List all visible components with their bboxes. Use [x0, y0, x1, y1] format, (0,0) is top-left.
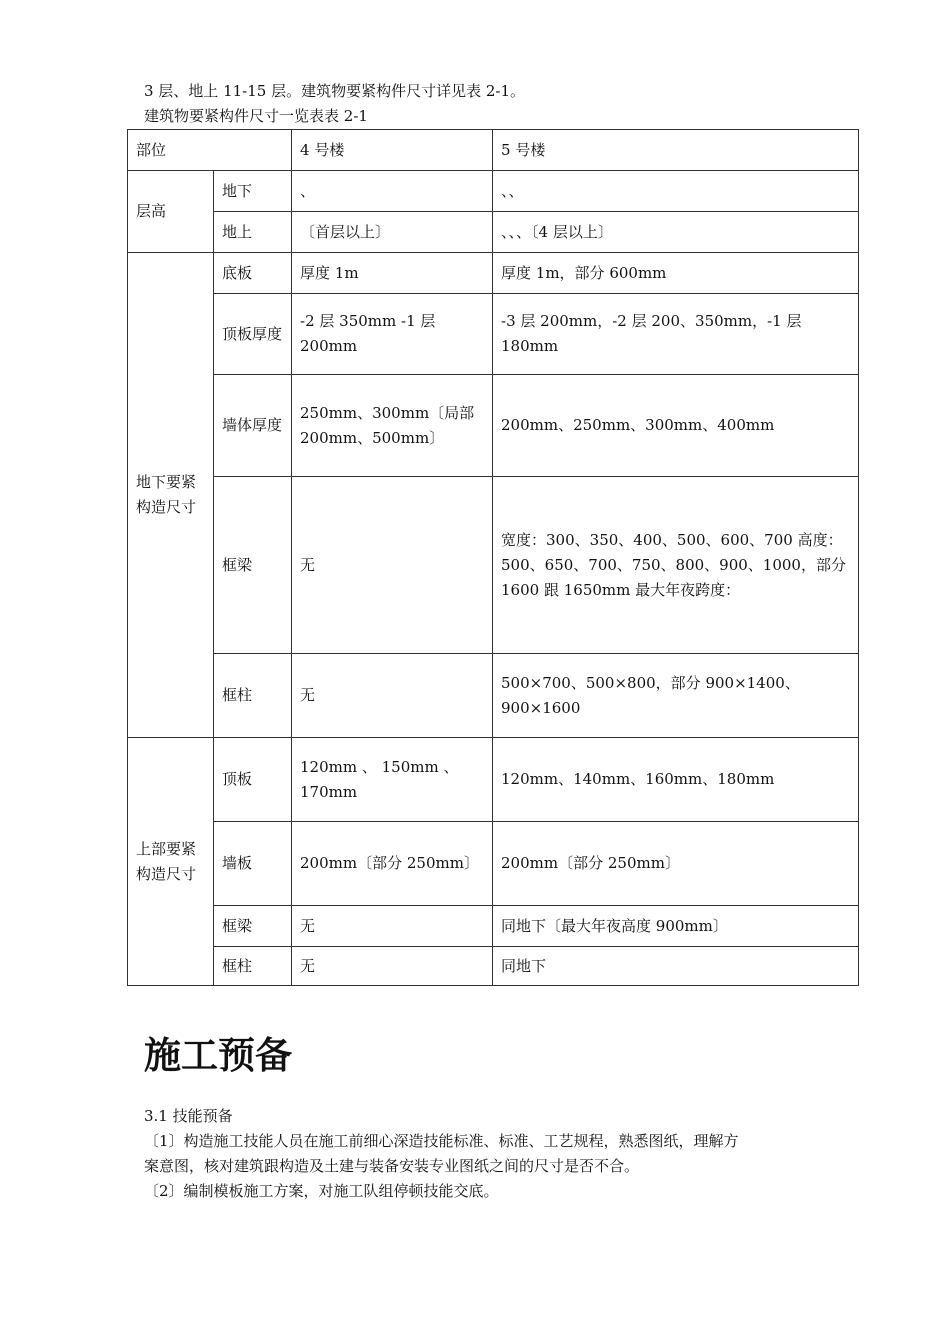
intro-text: 3 层、地上 11-15 层。建筑物要紧构件尺寸详见表 2-1。 [144, 82, 526, 100]
cell-b4: 无 [292, 906, 493, 947]
section-heading: 施工预备 [144, 1034, 292, 1077]
table-row [128, 822, 859, 906]
sub-label: 地上 [214, 212, 292, 253]
group-label: 地下要紧构造尺寸 [128, 253, 214, 738]
header-building-4: 4 号楼 [292, 130, 493, 171]
cell-b5: 同地下〔最大年夜高度 900mm〕 [493, 906, 859, 947]
header-building-5: 5 号楼 [493, 130, 859, 171]
table-header-row [128, 130, 859, 171]
sub-label: 地下 [214, 171, 292, 212]
cell-b5: -3 层 200mm，-2 层 200、350mm，-1 层 180mm [493, 294, 859, 375]
sub-label: 框柱 [214, 947, 292, 986]
sub-label: 墙板 [214, 822, 292, 906]
table-row [128, 253, 859, 294]
table-row [128, 906, 859, 947]
cell-b4: 厚度 1m [292, 253, 493, 294]
cell-b4: 、 [292, 171, 493, 212]
paragraph-line: 〔2〕编制模板施工方案，对施工队组停顿技能交底。 [144, 1182, 499, 1200]
cell-b5: 厚度 1m，部分 600mm [493, 253, 859, 294]
cell-b4: 〔首层以上〕 [292, 212, 493, 253]
table-row [128, 375, 859, 477]
table-row [128, 212, 859, 253]
paragraph-line: 案意图，核对建筑跟构造及土建与装备安装专业图纸之间的尺寸是否不合。 [144, 1157, 640, 1175]
cell-b4: 250mm、300mm〔局部 200mm、500mm〕 [292, 375, 493, 477]
cell-b4: 120mm 、 150mm 、 170mm [292, 738, 493, 822]
cell-b4: 无 [292, 947, 493, 986]
table-row [128, 171, 859, 212]
table-caption: 建筑物要紧构件尺寸一览表表 2-1 [144, 107, 368, 125]
cell-b5: 、、、〔4 层以上〕 [493, 212, 859, 253]
cell-b4: 无 [292, 477, 493, 654]
cell-b5: 同地下 [493, 947, 859, 986]
sub-label: 顶板 [214, 738, 292, 822]
header-part: 部位 [128, 130, 292, 171]
cell-b4: -2 层 350mm -1 层 200mm [292, 294, 493, 375]
cell-b5: 200mm、250mm、300mm、400mm [493, 375, 859, 477]
sub-label: 墙体厚度 [214, 375, 292, 477]
cell-b5: 宽度：300、350、400、500、600、700 高度：500、650、700、750、800、900、1000，部分 1600 跟 1650mm 最大年夜跨度： [493, 477, 859, 654]
cell-b5: 200mm〔部分 250mm〕 [493, 822, 859, 906]
cell-b5: 500×700、500×800，部分 900×1400、900×1600 [493, 654, 859, 738]
table-row [128, 654, 859, 738]
table-row [128, 477, 859, 654]
table-row [128, 947, 859, 986]
sub-label: 框柱 [214, 654, 292, 738]
cell-b5: 、、 [493, 171, 859, 212]
table-row [128, 738, 859, 822]
paragraph-line: 〔1〕构造施工技能人员在施工前细心深造技能标准、标准、工艺规程，熟悉图纸，理解方 [144, 1132, 739, 1150]
cell-b5: 120mm、140mm、160mm、180mm [493, 738, 859, 822]
sub-label: 顶板厚度 [214, 294, 292, 375]
sub-label: 底板 [214, 253, 292, 294]
spec-table [127, 129, 859, 986]
cell-b4: 200mm〔部分 250mm〕 [292, 822, 493, 906]
sub-label: 框梁 [214, 477, 292, 654]
cell-b4: 无 [292, 654, 493, 738]
group-label: 层高 [128, 171, 214, 253]
sub-label: 框梁 [214, 906, 292, 947]
paragraph-line: 3.1 技能预备 [144, 1107, 233, 1125]
table-row [128, 294, 859, 375]
group-label: 上部要紧构造尺寸 [128, 738, 214, 986]
